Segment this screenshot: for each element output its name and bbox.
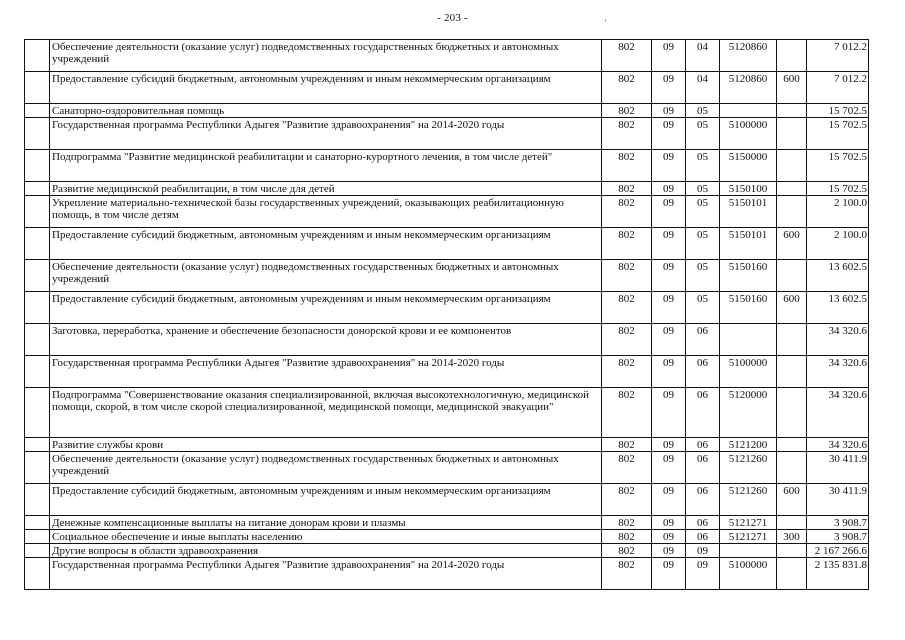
amount-cell: 7 012.2 [807,72,869,104]
row-blank-cell [25,292,50,324]
expense-name-cell: Государственная программа Республики Адыгея "Развитие здравоохранения" на 2014-2020 годы [50,356,602,388]
expense-name-cell: Обеспечение деятельности (оказание услуг) подведомственных государственных бюджетных и автономных учреждений [50,260,602,292]
amount-cell: 2 100.0 [807,196,869,228]
subsection-code-cell: 05 [686,260,720,292]
expense-type-cell: 300 [777,530,807,544]
expense-type-cell [777,388,807,438]
scan-mark: ʼ [604,18,607,27]
subsection-code-cell: 04 [686,72,720,104]
expense-name-cell: Развитие службы крови [50,438,602,452]
table-row [25,356,869,388]
row-blank-cell [25,104,50,118]
target-article-cell [720,104,777,118]
amount-cell: 15 702.5 [807,150,869,182]
row-blank-cell [25,452,50,484]
section-code-cell: 09 [652,356,686,388]
ministry-code-cell: 802 [602,452,652,484]
section-code-cell: 09 [652,260,686,292]
ministry-code-cell: 802 [602,182,652,196]
amount-cell: 13 602.5 [807,260,869,292]
target-article-cell: 5150000 [720,150,777,182]
section-code-cell: 09 [652,292,686,324]
row-blank-cell [25,260,50,292]
amount-cell: 13 602.5 [807,292,869,324]
page-number: - 203 - [437,12,468,24]
target-article-cell: 5121271 [720,530,777,544]
amount-cell: 7 012.2 [807,40,869,72]
section-code-cell: 09 [652,388,686,438]
expense-type-cell: 600 [777,292,807,324]
ministry-code-cell: 802 [602,104,652,118]
expense-type-cell [777,324,807,356]
expense-type-cell [777,196,807,228]
expense-name-cell: Предоставление субсидий бюджетным, автономным учреждениям и иным некоммерческим организациям [50,72,602,104]
expense-name-cell: Государственная программа Республики Адыгея "Развитие здравоохранения" на 2014-2020 годы [50,558,602,590]
row-blank-cell [25,544,50,558]
section-code-cell: 09 [652,558,686,590]
row-blank-cell [25,438,50,452]
table-row [25,118,869,150]
expense-name-cell: Другие вопросы в области здравоохранения [50,544,602,558]
target-article-cell: 5150101 [720,228,777,260]
subsection-code-cell: 06 [686,484,720,516]
table-row [25,182,869,196]
subsection-code-cell: 05 [686,196,720,228]
ministry-code-cell: 802 [602,150,652,182]
table-row [25,438,869,452]
table-row [25,484,869,516]
subsection-code-cell: 06 [686,516,720,530]
table-body [25,40,869,590]
expense-type-cell [777,452,807,484]
expense-name-cell: Предоставление субсидий бюджетным, автономным учреждениям и иным некоммерческим организациям [50,484,602,516]
section-code-cell: 09 [652,196,686,228]
subsection-code-cell: 05 [686,118,720,150]
table-row [25,530,869,544]
expense-type-cell [777,182,807,196]
section-code-cell: 09 [652,182,686,196]
amount-cell: 3 908.7 [807,516,869,530]
row-blank-cell [25,150,50,182]
row-blank-cell [25,196,50,228]
table-row [25,516,869,530]
section-code-cell: 09 [652,452,686,484]
amount-cell: 15 702.5 [807,118,869,150]
expense-name-cell: Подпрограмма "Развитие медицинской реабилитации и санаторно-курортного лечения, в том числе детей" [50,150,602,182]
amount-cell: 34 320.6 [807,356,869,388]
table-row [25,260,869,292]
table-row [25,544,869,558]
table-row [25,292,869,324]
table-row [25,228,869,260]
target-article-cell: 5120000 [720,388,777,438]
expense-name-cell: Обеспечение деятельности (оказание услуг) подведомственных государственных бюджетных и автономных учреждений [50,452,602,484]
section-code-cell: 09 [652,516,686,530]
table-row [25,388,869,438]
amount-cell: 3 908.7 [807,530,869,544]
amount-cell: 34 320.6 [807,324,869,356]
amount-cell: 2 135 831.8 [807,558,869,590]
subsection-code-cell: 09 [686,558,720,590]
expense-type-cell [777,118,807,150]
amount-cell: 30 411.9 [807,452,869,484]
row-blank-cell [25,182,50,196]
subsection-code-cell: 05 [686,292,720,324]
amount-cell: 15 702.5 [807,182,869,196]
table-row [25,150,869,182]
table-row [25,104,869,118]
row-blank-cell [25,558,50,590]
expense-type-cell [777,150,807,182]
target-article-cell: 5100000 [720,558,777,590]
row-blank-cell [25,118,50,150]
table-row [25,452,869,484]
expense-name-cell: Государственная программа Республики Адыгея "Развитие здравоохранения" на 2014-2020 годы [50,118,602,150]
subsection-code-cell: 05 [686,182,720,196]
expense-name-cell: Санаторно-оздоровительная помощь [50,104,602,118]
section-code-cell: 09 [652,530,686,544]
subsection-code-cell: 06 [686,388,720,438]
ministry-code-cell: 802 [602,516,652,530]
table-row [25,72,869,104]
subsection-code-cell: 06 [686,438,720,452]
ministry-code-cell: 802 [602,484,652,516]
ministry-code-cell: 802 [602,324,652,356]
section-code-cell: 09 [652,228,686,260]
amount-cell: 15 702.5 [807,104,869,118]
expense-type-cell: 600 [777,228,807,260]
ministry-code-cell: 802 [602,388,652,438]
table-row [25,558,869,590]
amount-cell: 34 320.6 [807,438,869,452]
expense-type-cell [777,356,807,388]
expense-name-cell: Обеспечение деятельности (оказание услуг) подведомственных государственных бюджетных и автономных учреждений [50,40,602,72]
expense-name-cell: Предоставление субсидий бюджетным, автономным учреждениям и иным некоммерческим организациям [50,292,602,324]
ministry-code-cell: 802 [602,260,652,292]
expense-name-cell: Укрепление материально-технической базы государственных учреждений, оказывающих реабилитационную помощь, в том числе детям [50,196,602,228]
section-code-cell: 09 [652,150,686,182]
expense-name-cell: Денежные компенсационные выплаты на питание донорам крови и плазмы [50,516,602,530]
subsection-code-cell: 06 [686,324,720,356]
row-blank-cell [25,356,50,388]
amount-cell: 2 167 266.6 [807,544,869,558]
subsection-code-cell: 05 [686,150,720,182]
target-article-cell: 5121260 [720,452,777,484]
row-blank-cell [25,324,50,356]
target-article-cell [720,324,777,356]
expense-type-cell: 600 [777,72,807,104]
target-article-cell: 5120860 [720,40,777,72]
table-row [25,324,869,356]
row-blank-cell [25,516,50,530]
amount-cell: 34 320.6 [807,388,869,438]
expense-type-cell [777,516,807,530]
subsection-code-cell: 05 [686,228,720,260]
target-article-cell: 5150160 [720,260,777,292]
target-article-cell: 5121200 [720,438,777,452]
ministry-code-cell: 802 [602,544,652,558]
ministry-code-cell: 802 [602,558,652,590]
section-code-cell: 09 [652,438,686,452]
section-code-cell: 09 [652,40,686,72]
row-blank-cell [25,484,50,516]
subsection-code-cell: 04 [686,40,720,72]
row-blank-cell [25,388,50,438]
ministry-code-cell: 802 [602,40,652,72]
target-article-cell: 5100000 [720,118,777,150]
target-article-cell: 5121271 [720,516,777,530]
ministry-code-cell: 802 [602,118,652,150]
target-article-cell: 5150100 [720,182,777,196]
ministry-code-cell: 802 [602,530,652,544]
expense-type-cell: 600 [777,484,807,516]
subsection-code-cell: 06 [686,356,720,388]
expense-type-cell [777,438,807,452]
target-article-cell: 5120860 [720,72,777,104]
ministry-code-cell: 802 [602,228,652,260]
row-blank-cell [25,530,50,544]
expense-type-cell [777,558,807,590]
row-blank-cell [25,72,50,104]
target-article-cell: 5150160 [720,292,777,324]
section-code-cell: 09 [652,118,686,150]
subsection-code-cell: 09 [686,544,720,558]
expense-name-cell: Подпрограмма "Совершенствование оказания специализированной, включая высокотехнологичную, медицинской помощи, скорой, в том числе скорой специализированной, медицинской помощи, медицинской эвакуации" [50,388,602,438]
section-code-cell: 09 [652,324,686,356]
subsection-code-cell: 05 [686,104,720,118]
row-blank-cell [25,228,50,260]
expense-type-cell [777,104,807,118]
ministry-code-cell: 802 [602,196,652,228]
ministry-code-cell: 802 [602,438,652,452]
section-code-cell: 09 [652,484,686,516]
expense-type-cell [777,260,807,292]
table-row [25,40,869,72]
amount-cell: 30 411.9 [807,484,869,516]
ministry-code-cell: 802 [602,292,652,324]
subsection-code-cell: 06 [686,530,720,544]
subsection-code-cell: 06 [686,452,720,484]
target-article-cell: 5121260 [720,484,777,516]
section-code-cell: 09 [652,104,686,118]
expense-type-cell [777,544,807,558]
target-article-cell [720,544,777,558]
expense-name-cell: Социальное обеспечение и иные выплаты населению [50,530,602,544]
expense-name-cell: Предоставление субсидий бюджетным, автономным учреждениям и иным некоммерческим организациям [50,228,602,260]
ministry-code-cell: 802 [602,356,652,388]
table-row [25,196,869,228]
target-article-cell: 5100000 [720,356,777,388]
amount-cell: 2 100.0 [807,228,869,260]
section-code-cell: 09 [652,72,686,104]
budget-table [24,39,869,590]
expense-name-cell: Заготовка, переработка, хранение и обеспечение безопасности донорской крови и ее компонентов [50,324,602,356]
section-code-cell: 09 [652,544,686,558]
target-article-cell: 5150101 [720,196,777,228]
expense-name-cell: Развитие медицинской реабилитации, в том числе для детей [50,182,602,196]
row-blank-cell [25,40,50,72]
expense-type-cell [777,40,807,72]
ministry-code-cell: 802 [602,72,652,104]
